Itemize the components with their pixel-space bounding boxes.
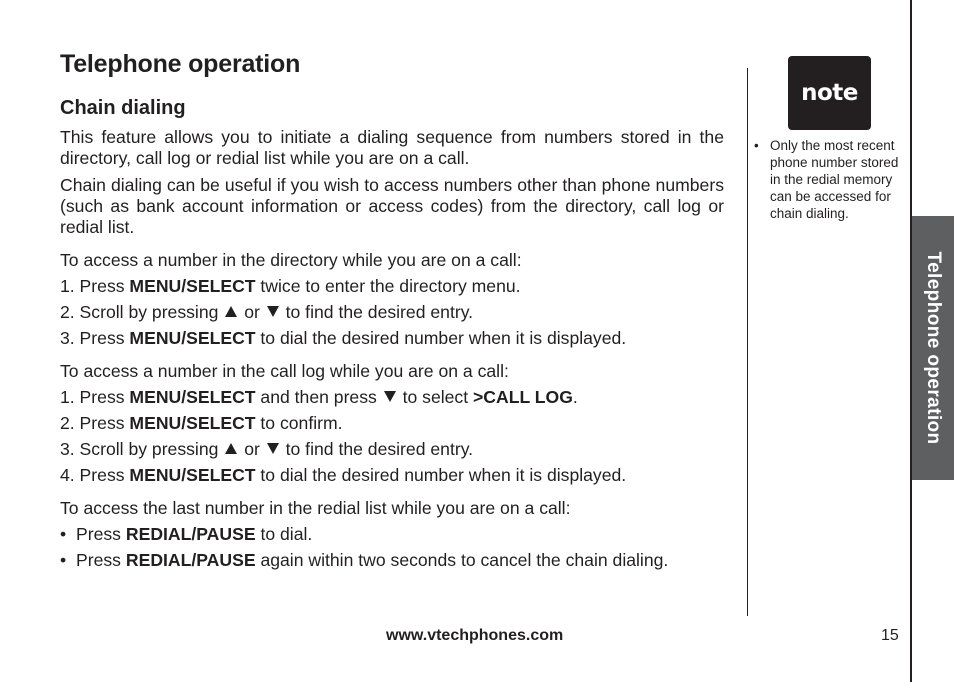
redial-pause-key: REDIAL/PAUSE [125,550,256,570]
calllog-lead: To access a number in the call log while you are on a call: [60,361,509,381]
page-number: 15 [881,627,899,644]
bullet-icon: • [60,524,67,544]
column-divider [747,68,748,616]
directory-step-1: 1. Press MENU/SELECT twice to enter the directory menu. [60,276,521,296]
redial-bullet-1: • Press REDIAL/PAUSE to dial. [60,524,313,544]
side-tab [912,216,954,480]
calllog-step-3: 3. Scroll by pressing or to find the desired entry. [60,439,474,459]
menu-select-key: MENU/SELECT [129,276,256,296]
down-triangle-icon [267,306,279,317]
intro-paragraph-1: This feature allows you to initiate a dialing sequence from numbers stored in the directory, call log or redial list while you are on a call. [60,127,724,168]
call-log-menu-key: >CALL LOG [473,387,573,407]
note-body: Only the most recent phone number stored in the redial memory can be accessed for chain dialing. [770,138,899,221]
footer-url: www.vtechphones.com [386,627,564,644]
calllog-step-2: 2. Press MENU/SELECT to confirm. [60,413,343,433]
note-text [754,137,904,222]
up-triangle-icon [225,306,237,317]
note-badge [788,56,871,130]
menu-select-key: MENU/SELECT [129,387,256,407]
down-triangle-icon [384,391,396,402]
directory-step-3: 3. Press MENU/SELECT to dial the desired number when it is displayed. [60,328,627,348]
directory-lead: To access a number in the directory while you are on a call: [60,250,522,270]
redial-lead: To access the last number in the redial list while you are on a call: [60,498,571,518]
page-title: Telephone operation [60,50,301,78]
intro-paragraph-2: Chain dialing can be useful if you wish to access numbers other than phone numbers (such as bank account information or access codes) from the directory, call log or redial list. [60,175,724,237]
bullet-icon: • [754,138,759,153]
menu-select-key: MENU/SELECT [129,413,256,433]
up-triangle-icon [225,443,237,454]
calllog-step-4: 4. Press MENU/SELECT to dial the desired number when it is displayed. [60,465,627,485]
menu-select-key: MENU/SELECT [129,465,256,485]
calllog-step-1: 1. Press MENU/SELECT and then press to select >CALL LOG. [60,387,578,407]
directory-step-2: 2. Scroll by pressing or to find the desired entry. [60,302,474,322]
bullet-icon: • [60,550,67,570]
redial-pause-key: REDIAL/PAUSE [125,524,256,544]
down-triangle-icon [267,443,279,454]
section-title: Chain dialing [60,97,186,119]
note-label: note [801,80,858,106]
side-tab-label: Telephone operation [923,251,944,445]
main-content [60,127,724,571]
redial-bullet-2: • Press REDIAL/PAUSE again within two seconds to cancel the chain dialing. [60,550,669,570]
menu-select-key: MENU/SELECT [129,328,256,348]
